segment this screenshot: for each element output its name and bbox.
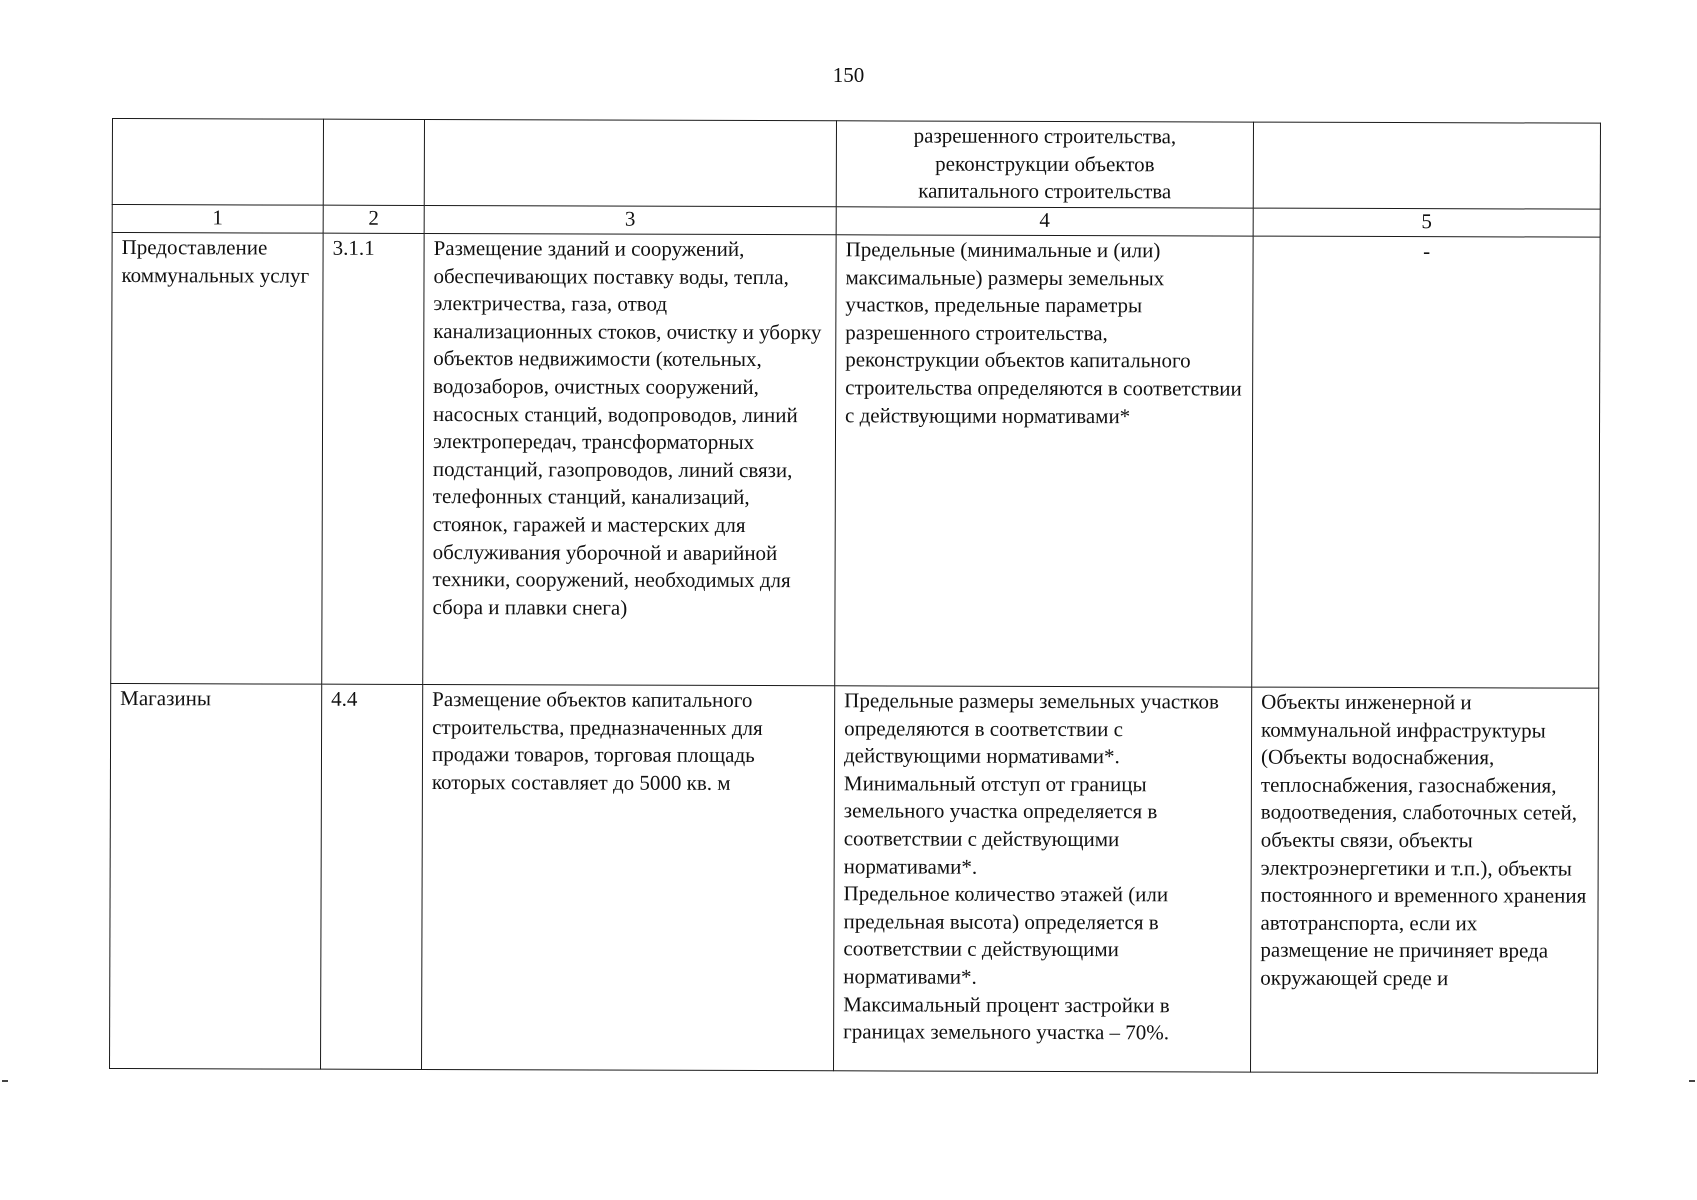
land-use-name: Магазины	[110, 683, 322, 1069]
column-number-4: 4	[836, 207, 1253, 236]
scan-mark-right	[1689, 1080, 1695, 1082]
column-number-2: 2	[323, 205, 424, 233]
land-use-description: Размещение объектов капитального строительства, предназначенных для продажи товаров, торговая площадь которых составляет до 5000 кв. м	[422, 684, 835, 1070]
land-use-table	[109, 118, 1601, 1074]
auxiliary-uses: Объекты инженерной и коммунальной инфраструктуры (Объекты водоснабжения, теплоснабжения, газоснабжения, водоотведения, слаботочных сетей, объекты связи, объекты электроэнергетики и т.п.), объекты постоянного и временного хранения автотранспорта, если их размещение не причиняет вреда окружающей среде и	[1251, 687, 1599, 1073]
parameter-line: Максимальный процент застройки в границах земельного участка – 70%.	[843, 991, 1170, 1045]
scan-mark-left	[2, 1080, 8, 1082]
land-use-code: 3.1.1	[322, 233, 424, 684]
continuation-cell-col3	[424, 119, 836, 206]
parameter-line: Предельное количество этажей (или предельная высота) определяется в соответствии с действующими нормативами*.	[843, 881, 1169, 989]
continuation-cell-col4: разрешенного строительства, реконструкции объектов капитального строительства	[836, 121, 1253, 208]
land-use-name: Предоставление коммунальных услуг	[111, 233, 323, 685]
land-use-description: Размещение зданий и сооружений, обеспечивающих поставку воды, тепла, электричества, газа, отвод канализационных стоков, очистку и уборку объектов недвижимости (котельных, водозаборов, очистных сооружений, насосных станций, водопроводов, линий электропередач, трансформаторных подстанций, газопроводов, линий связи, телефонных станций, канализаций, стоянок, гаражей и мастерских для обслуживания уборочной и аварийной техники, сооружений, необходимых для сбора и плавки снега)	[423, 233, 836, 685]
column-number-3: 3	[424, 205, 836, 234]
parameter-line: Предельные (минимальные и (или) максимальные) размеры земельных участков, предельные параметры разрешенного строительства, реконструкции объектов капитального строительства определяются в соответствии с действующими нормативами*	[845, 237, 1242, 428]
parameter-line: Минимальный отступ от границы земельного участка определяется в соответствии с действующими нормативами*.	[843, 771, 1158, 879]
page-number: 150	[832, 63, 865, 87]
land-use-parameters	[835, 235, 1253, 687]
land-use-parameters	[834, 686, 1252, 1072]
parameter-line: Предельные размеры земельных участков определяются в соответствии с действующими нормативами*.	[843, 688, 1220, 769]
continuation-row	[112, 119, 1600, 210]
table-row	[110, 683, 1599, 1073]
auxiliary-uses: -	[1252, 236, 1600, 688]
continuation-cell-col1	[112, 119, 323, 206]
continuation-cell-col5	[1253, 122, 1600, 209]
continuation-cell-col2	[323, 119, 424, 205]
land-use-code: 4.4	[321, 684, 423, 1069]
column-number-1: 1	[112, 205, 323, 234]
column-number-5: 5	[1253, 208, 1600, 237]
table-row	[111, 233, 1600, 689]
